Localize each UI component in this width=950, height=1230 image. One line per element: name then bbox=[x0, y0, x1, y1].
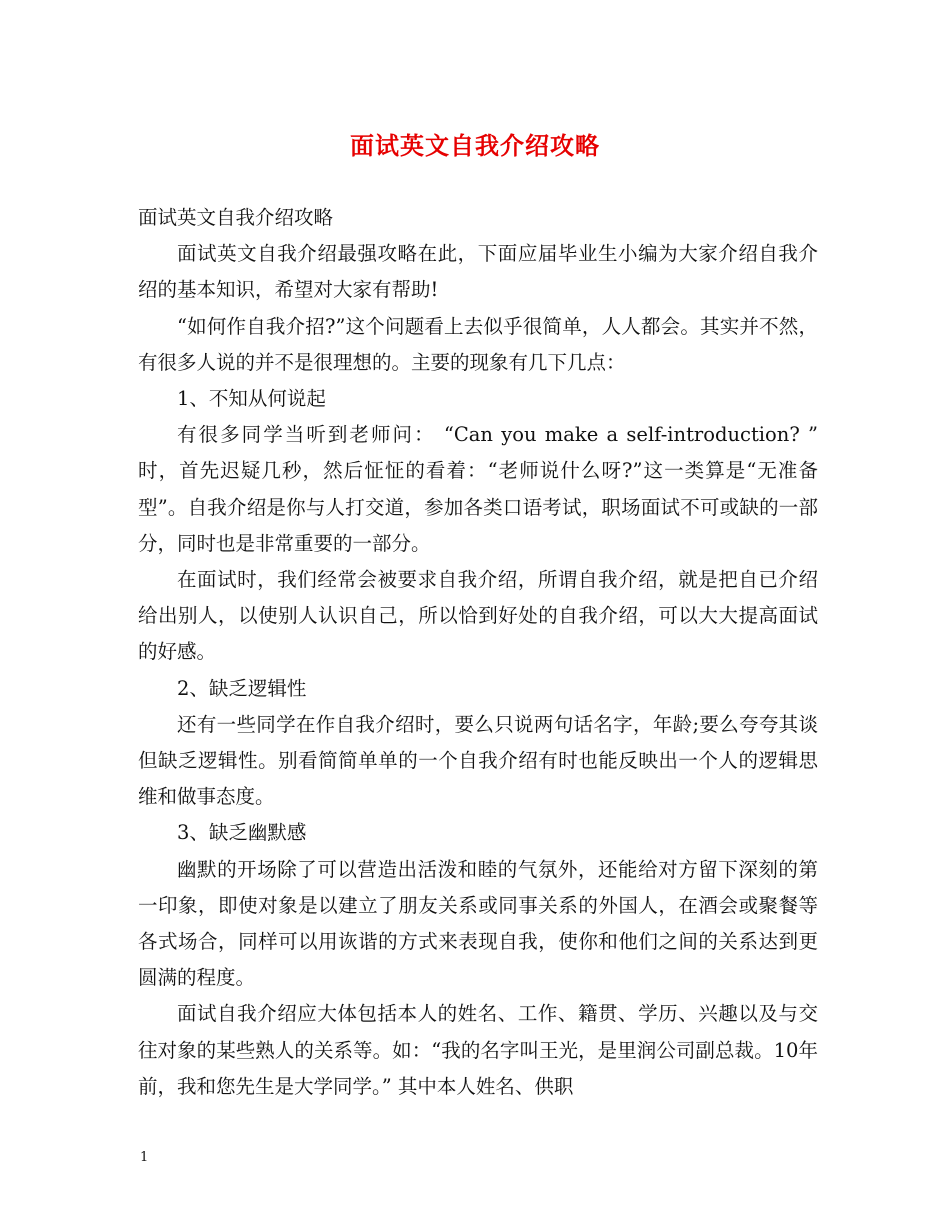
page-number: 1 bbox=[140, 1150, 149, 1165]
paragraph-section-3: 幽默的开场除了可以营造出活泼和睦的气氛外，还能给对方留下深刻的第一印象，即使对象是以建立了朋友关系或同事关系的外国人，在酒会或聚餐等各式场合，同样可以用诙谐的方式来表现自我，使你和他们之间的关系达到更圆满的程度。 bbox=[138, 857, 818, 990]
section-heading-1: 1、不知从何说起 bbox=[177, 387, 326, 411]
paragraph-section-1: 有很多同学当听到老师问： “Can you make a self-introduction? ” 时，首先迟疑几秒，然后怔怔的看着：“老师说什么呀?”这一类算是“无准备型”。自我介绍是你与人打交道，参加各类口语考试，职场面试不可或缺的一部分，同时也是非常重要的一部分。 bbox=[138, 423, 818, 555]
document-title: 面试英文自我介绍攻略 bbox=[350, 131, 600, 160]
paragraph-section-2: 还有一些同学在作自我介绍时，要么只说两句话名字，年龄;要么夸夸其谈但缺乏逻辑性。别看简简单单的一个自我介绍有时也能反映出一个人的逻辑思维和做事态度。 bbox=[138, 712, 818, 809]
paragraph-content: 面试自我介绍应大体包括本人的姓名、工作、籍贯、学历、兴趣以及与交往对象的某些熟人的关系等。如：“我的名字叫王光，是里润公司副总裁。10年前，我和您先生是大学同学。” 其中本人姓名、供职 bbox=[138, 1002, 818, 1098]
paragraph-question: “如何作自我介招?”这个问题看上去似乎很简单，人人都会。其实并不然，有很多人说的并不是很理想的。主要的现象有几下几点： bbox=[138, 314, 818, 374]
body-heading: 面试英文自我介绍攻略 bbox=[138, 206, 334, 229]
paragraph-intro: 面试英文自我介绍最强攻略在此，下面应届毕业生小编为大家介绍自我介绍的基本知识，希望对大家有帮助! bbox=[138, 242, 818, 302]
paragraph-interview: 在面试时，我们经常会被要求自我介绍，所谓自我介绍，就是把自已介绍给出别人，以使别人认识自己，所以恰到好处的自我介绍，可以大大提高面试的好感。 bbox=[138, 568, 818, 664]
section-heading-3: 3、缺乏幽默感 bbox=[177, 821, 307, 845]
document-body bbox=[138, 200, 818, 1105]
section-heading-2: 2、缺乏逻辑性 bbox=[177, 676, 307, 700]
